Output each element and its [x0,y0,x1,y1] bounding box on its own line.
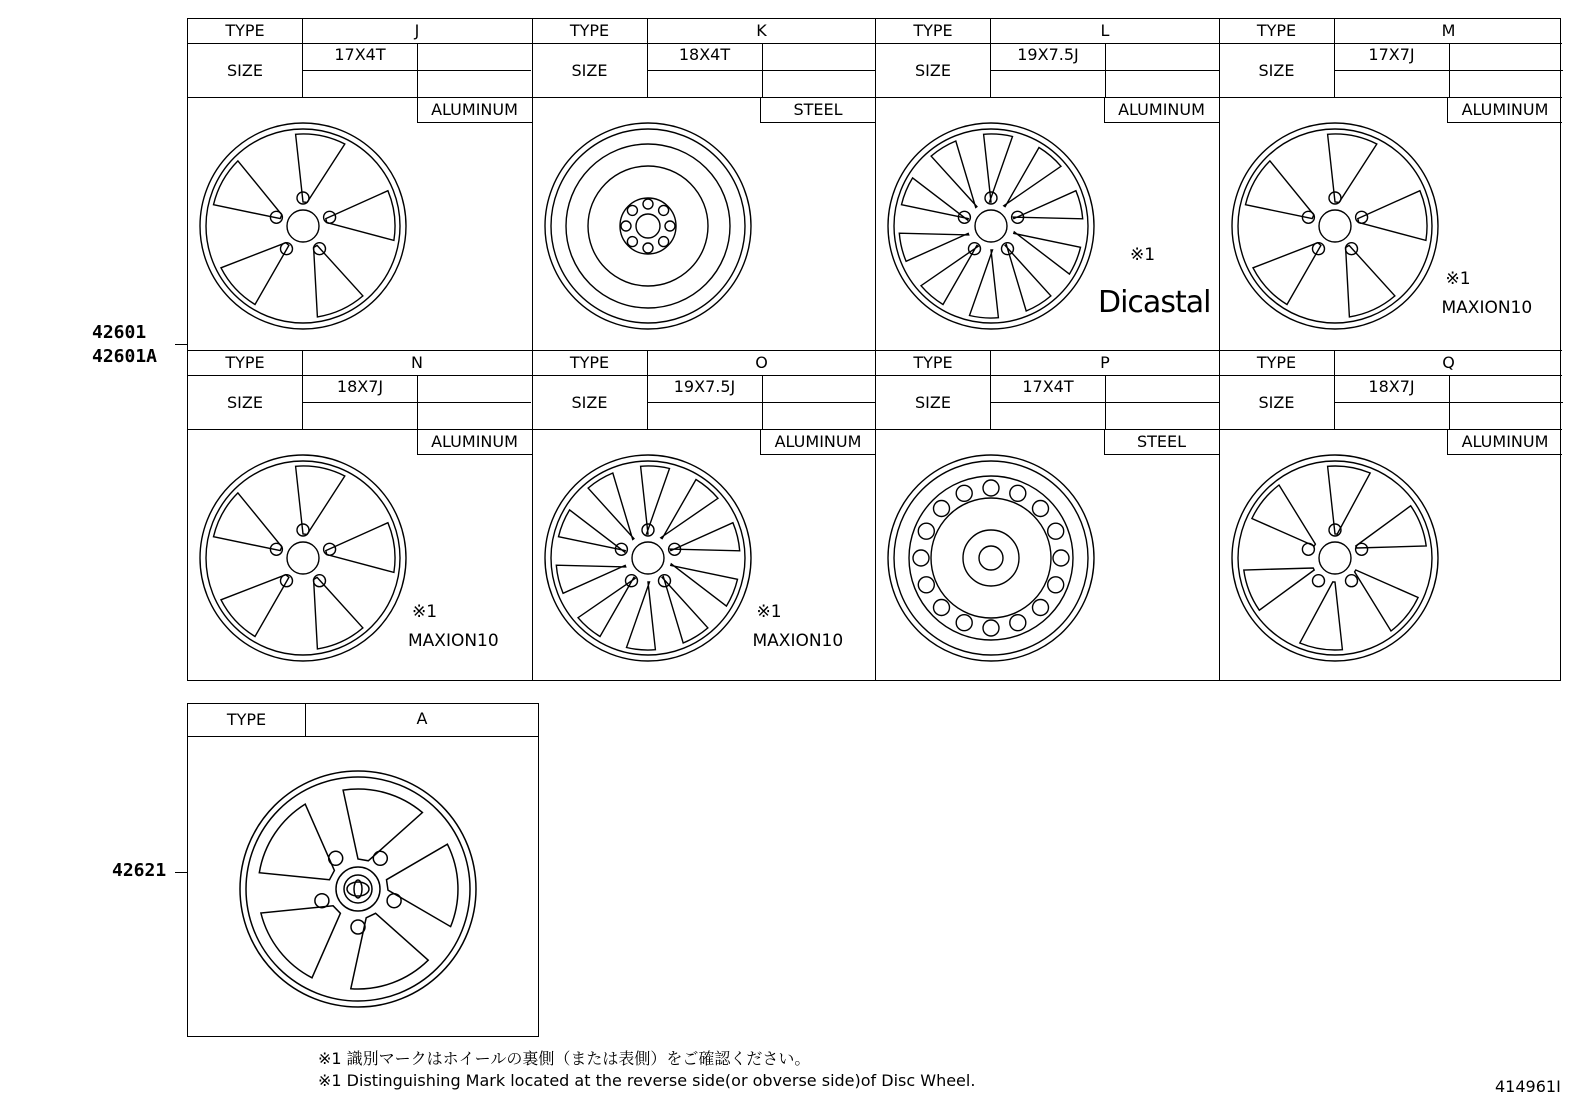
size-label: SIZE [1258,61,1295,80]
distinguishing-mark: ※1 [412,602,438,622]
type-value: M [1441,21,1456,40]
wheel-drawing-l [884,119,1098,333]
leader-line-42601 [175,344,187,345]
footnote-english: ※1 Distinguishing Mark located at the reverse side(or obverse side)of Disc Wheel. [318,1071,976,1090]
size-value: 18X7J [1368,377,1415,396]
material-label: ALUMINUM [1447,97,1562,123]
size-label: SIZE [915,393,951,412]
type-label: TYPE [1256,353,1297,372]
material-label: ALUMINUM [760,429,875,455]
wheel-panel-m [1219,19,1563,350]
type-label: TYPE [1256,21,1297,40]
size-label: SIZE [227,61,263,80]
size-label: SIZE [571,61,608,80]
wheel-panel-q [1219,350,1563,681]
type-value: K [756,21,767,40]
material-label: STEEL [760,97,875,123]
distinguishing-mark: ※1 [756,602,782,622]
type-label: TYPE [913,353,953,372]
wheel-drawing-q [1228,451,1442,665]
material-label: ALUMINUM [1447,429,1562,455]
type-value: L [1100,21,1110,40]
wheel-type-grid [187,18,1561,681]
leader-line-42621 [175,872,187,873]
cap-header [188,704,538,737]
wheel-drawing-m [1228,119,1442,333]
wheel-drawing-p [884,451,1098,665]
size-value: 17X4T [1022,377,1074,396]
type-label: TYPE [913,21,953,40]
brand-label: Dicastal [1098,285,1211,320]
size-value: 17X4T [334,45,386,64]
type-label: TYPE [225,353,265,372]
material-label: ALUMINUM [417,429,532,455]
material-label: ALUMINUM [1104,97,1219,123]
size-label: SIZE [915,61,951,80]
material-label: STEEL [1104,429,1219,455]
brand-label: MAXION10 [1441,298,1533,318]
type-value: J [414,21,420,40]
size-value: 18X4T [678,45,731,64]
wheel-cap-drawing [233,764,483,1014]
part-number-42621: 42621 [112,860,167,881]
wheel-panel-l [875,19,1219,350]
size-value: 17X7J [1368,45,1415,64]
size-value: 18X7J [336,377,384,396]
type-label: TYPE [569,353,610,372]
cap-type-value: A [416,709,428,728]
size-label: SIZE [227,393,263,412]
cap-type-label: TYPE [226,710,267,729]
type-value: N [411,353,423,372]
part-number-42601A: 42601A [92,346,158,367]
type-label: TYPE [225,21,265,40]
size-label: SIZE [571,393,608,412]
brand-label: MAXION10 [408,631,499,651]
material-label: ALUMINUM [417,97,532,123]
type-value: Q [1442,353,1455,372]
wheel-panel-j [188,19,532,350]
footnote-japanese: ※1 識別マークはホイールの裏側（または表側）をご確認ください。 [318,1049,811,1068]
part-number-42601: 42601 [92,322,147,343]
size-value: 19X7.5J [673,377,736,396]
wheel-panel-n [188,350,532,681]
size-label: SIZE [1258,393,1295,412]
brand-label: MAXION10 [752,631,844,651]
wheel-panel-p [875,350,1219,681]
figure-id: 414961I [1495,1077,1561,1096]
distinguishing-mark: ※1 [1130,245,1156,265]
wheel-panel-o [532,350,876,681]
wheel-drawing-o [541,451,755,665]
type-value: O [755,353,768,372]
wheel-drawing-j [196,119,410,333]
wheel-panel-k [532,19,876,350]
size-value: 19X7.5J [1017,45,1079,64]
type-value: P [1100,353,1110,372]
wheel-drawing-k [541,119,755,333]
wheel-drawing-n [196,451,410,665]
type-label: TYPE [569,21,610,40]
distinguishing-mark: ※1 [1445,269,1471,289]
wheel-cap-panel [187,703,539,1037]
